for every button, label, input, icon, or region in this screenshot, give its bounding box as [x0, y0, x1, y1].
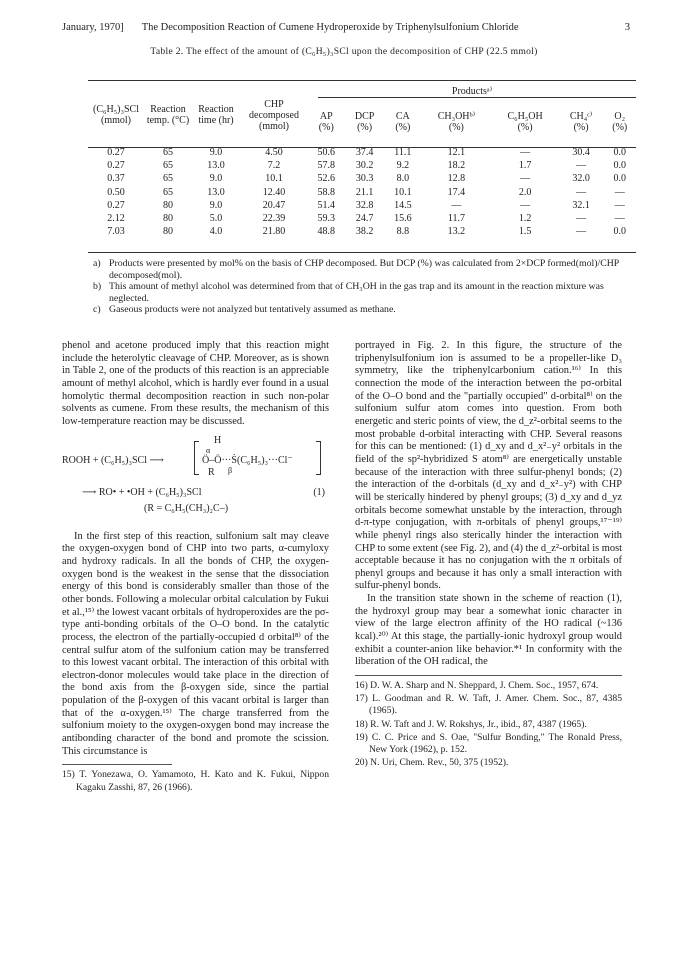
table-row	[88, 146, 636, 159]
table-cell: 1.7	[518, 160, 532, 172]
product-col-unit: (%)	[395, 122, 411, 133]
scheme-products: ⟶ RO• + •OH + (C₆H₅)₃SCl	[82, 486, 202, 498]
table-cell: 37.4	[355, 147, 374, 158]
table-cell: —	[576, 186, 587, 198]
product-col-unit: (%)	[357, 122, 373, 133]
scheme-r: R	[208, 466, 215, 478]
table-row	[88, 212, 636, 225]
product-col-name: C₆H₅OH	[507, 111, 543, 122]
table-cell: 0.0	[613, 173, 627, 185]
table-cell: 18.2	[447, 160, 466, 172]
table-row	[88, 225, 636, 238]
table-cell: 2.12	[107, 213, 125, 225]
left-column	[62, 340, 329, 795]
table-row	[88, 199, 636, 212]
col-header-sulfonium: (C₆H₅)₃SCl (mmol)	[92, 104, 140, 126]
table-cell: —	[520, 147, 531, 158]
table-cell: 13.0	[207, 186, 225, 198]
table-cell: 0.27	[107, 147, 125, 158]
product-col-unit: (%)	[318, 122, 334, 133]
table-cell: 48.8	[317, 226, 336, 238]
table-cell: 17.4	[447, 186, 466, 198]
table-cell: —	[614, 199, 625, 211]
left-paragraph-1: phenol and acetone produced imply that this reaction might include the heterolytic cleavage of CHP. Moreover, as is shown in Table 2, one of the products of this reaction is an appreciable amount of methyl alcohol, which is hardly ever found in a usual homolytic thermal decomposition reaction in such non-polar solvents as cumene. From these results, the mechanism of this low-temperature reaction may be discussed.	[62, 340, 329, 427]
table-cell: 80	[163, 213, 173, 225]
table-cell: 0.37	[107, 173, 125, 185]
product-col-header	[492, 98, 559, 146]
table-cell: 1.2	[518, 213, 532, 225]
product-col-header	[604, 98, 636, 146]
table-cell: 13.2	[447, 226, 466, 238]
product-col-name: CA	[395, 111, 410, 122]
table-cell: 5.0	[209, 213, 223, 225]
running-header	[62, 22, 630, 33]
product-col-header	[385, 98, 422, 146]
table-cell: —	[576, 226, 587, 238]
table-cell: —	[614, 186, 625, 198]
table-cell: 7.2	[267, 160, 281, 172]
col-header-chp: CHP decomposed (mmol)	[249, 98, 299, 132]
col-header-temp: Reaction temp. (°C)	[146, 104, 190, 126]
table-row	[88, 186, 636, 199]
table-cell: 65	[163, 186, 173, 198]
table-cell: 11.1	[394, 147, 412, 158]
product-col-unit: (%)	[517, 122, 533, 133]
product-col-header	[421, 98, 491, 146]
table-cell: 0.27	[107, 160, 125, 172]
table-cell: 57.8	[317, 160, 336, 172]
table-cell: 50.6	[317, 147, 336, 158]
table-row	[88, 172, 636, 185]
scheme-reactants: ROOH + (C₆H₅)₃SCl ⟶	[62, 454, 164, 466]
scheme-transition: Ö–Ö···Ṡ(C₆H₅)₃···Cl⁻	[202, 454, 293, 466]
right-references	[355, 680, 622, 769]
product-col-name: DCP	[354, 111, 375, 122]
table-cell: —	[576, 160, 587, 172]
table-cell: 15.6	[394, 213, 412, 225]
product-col-name: CH₃OHᵇ⁾	[437, 111, 476, 122]
table-cell: 9.0	[209, 147, 223, 158]
table-top-rule	[88, 80, 636, 81]
table-cell: 13.0	[207, 160, 225, 172]
table-cell: 4.0	[209, 226, 223, 238]
col-header-time: Reaction time (hr)	[198, 104, 234, 126]
product-col-name: O₂	[614, 111, 626, 122]
scheme-bracket-right	[316, 441, 321, 475]
products-header: Productsᵃ⁾	[451, 85, 493, 97]
table-cell: 51.4	[317, 199, 336, 211]
table-cell: 0.0	[613, 226, 627, 238]
table-cell: 30.3	[355, 173, 374, 185]
table-cell: 0.27	[107, 199, 125, 211]
table-cell: 22.39	[262, 213, 286, 225]
table-cell: 0.0	[613, 160, 627, 172]
table-cell: 52.6	[317, 173, 336, 185]
table-cell: 9.0	[209, 199, 223, 211]
scheme-beta: β	[228, 465, 233, 475]
table-cell: —	[614, 213, 625, 225]
table-cell: —	[520, 173, 531, 185]
table-cell: 4.50	[265, 147, 283, 158]
table-cell: 38.2	[355, 226, 374, 238]
product-col-unit: (%)	[448, 122, 464, 133]
table-cell: 80	[163, 226, 173, 238]
table-cell: 12.8	[447, 173, 466, 185]
table-cell: 7.03	[107, 226, 125, 238]
scheme-h: H	[214, 434, 222, 446]
table-cell: 32.8	[355, 199, 374, 211]
reaction-scheme	[62, 435, 329, 525]
footnote-c: c) Gaseous products were not analyzed but tentatively assumed as methane.	[93, 304, 396, 316]
table-cell: —	[576, 213, 587, 225]
table-cell: 58.8	[317, 186, 336, 198]
table-cell: 10.1	[265, 173, 283, 185]
table-cell: 24.7	[355, 213, 374, 225]
table-cell: 14.5	[394, 199, 412, 211]
table-cell: 30.2	[355, 160, 374, 172]
table-cell: 1.5	[518, 226, 532, 238]
table-cell: 11.7	[447, 213, 465, 225]
reference-19: 19) C. C. Price and S. Oae, "Sulfur Bonding," The Ronald Press, New York (1962), p. 152.	[355, 731, 622, 756]
right-paragraph-1: portrayed in Fig. 2. In this figure, the structure of the triphenylsulfonium ion is assumed to be a propeller-like D₃ symmetry, like the triphenylcarbonium cation.¹⁶⁾ In this connection the mode of the interaction between the pσ-orbital of the O–O bond and the "partially occupied" d-orbital⁸⁾ on the sulfonium sulfur atom comes into question. From both energetic and steric points of view, the d_z²-orbital seems to the most probable d-orbital interacting with CHP. Several reasons for this can be mentioned: (1) d_xy and d_x²₋y² orbitals in the field of the sp²-hybridized S atom⁸⁾ are energetically unstable because of the interaction with three sulfur-phenyl bonds; (2) the interaction of the d-orbitals (d_xy and d_x²₋y²) with CHP will be sterically hindered by phenyl groups; (3) d_xy and d_yz orbitals become somewhat unstable by the interaction, through d-π-type conjugation, with π-orbitals of phenyl groups,¹⁷⁻¹⁹⁾ while phenyl rings also sterically hinder the interaction with CHP to some extent (see Fig. 2), and (4) the d_z²-orbital is most acceptable because it has no conjugation with the π orbitals of phenyl groups and because it has only a small interaction with sulfur-phenyl bonds.	[355, 340, 622, 592]
table-cell: 65	[163, 147, 173, 158]
scheme-definition: (R = C₆H₅(CH₃)₂C–)	[144, 502, 229, 514]
product-col-header	[345, 98, 385, 146]
scheme-alpha: α	[206, 445, 211, 455]
right-column	[355, 340, 622, 770]
reference-20: 20) N. Uri, Chem. Rev., 50, 375 (1952).	[355, 757, 509, 769]
table-cell: —	[451, 199, 462, 211]
table-cell: 20.47	[262, 199, 286, 211]
reference-16: 16) D. W. A. Sharp and N. Sheppard, J. Chem. Soc., 1957, 674.	[355, 680, 599, 692]
scheme-equation-number: (1)	[313, 486, 325, 498]
table-cell: 0.0	[613, 147, 627, 158]
right-paragraph-2: In the transition state shown in the scheme of reaction (1), the hydroxyl group may bear a somewhat ionic character in view of the large electron affinity of the HO radical (~136 kcal).²⁰⁾ At this stage, the partially-ionic hydroxyl group would exhibit a counter-anion like behavior.*¹ In conformity with the liberation of the OH radical, the	[355, 593, 622, 668]
table-cell: 32.1	[572, 199, 590, 211]
reference-18: 18) R. W. Taft and J. W. Rokshys, Jr., ibid., 87, 4387 (1965).	[355, 718, 587, 730]
footnote-divider	[62, 764, 172, 765]
left-references	[62, 769, 329, 793]
reference-15: 15) T. Yonezawa, O. Yamamoto, H. Kato and K. Fukui, Nippon Kagaku Zasshi, 87, 26 (1966).	[62, 769, 329, 793]
table-footnotes	[93, 258, 633, 316]
header-title: The Decomposition Reaction of Cumene Hydroperoxide by Triphenylsulfonium Chloride	[141, 22, 519, 33]
reference-17: 17) L. Goodman and R. W. Taft, J. Amer. Chem. Soc., 87, 4385 (1965).	[355, 693, 622, 717]
table-cell: 10.1	[394, 186, 412, 198]
table-cell: 12.1	[447, 147, 466, 158]
table-cell: 59.3	[317, 213, 336, 225]
table-cell: 8.8	[396, 226, 410, 238]
page-number: 3	[624, 22, 630, 33]
product-col-header	[559, 98, 604, 146]
table-cell: 65	[163, 173, 173, 185]
table-cell: 21.80	[262, 226, 286, 238]
table-cell: 0.50	[107, 186, 125, 198]
product-col-unit: (%)	[612, 122, 628, 133]
table-cell: 12.40	[262, 186, 286, 198]
table-cell: 30.4	[572, 147, 590, 158]
header-date: January, 1970]	[62, 22, 124, 33]
footnote-b: b) This amount of methyl alcohol was determined from that of CH₃OH in the gas trap and its amount in the reaction mixture was neglected.	[93, 281, 604, 304]
product-col-name: AP	[319, 111, 333, 122]
references-divider	[355, 675, 622, 676]
table-cell: 65	[163, 160, 173, 172]
table-cell: 9.0	[209, 173, 223, 185]
table-cell: 80	[163, 199, 173, 211]
product-col-name: CH₄ᶜ⁾	[569, 111, 593, 122]
product-col-unit: (%)	[573, 122, 589, 133]
product-col-header	[308, 98, 345, 146]
footnote-a: a) Products were presented by mol% on the basis of CHP decomposed. But DCP (%) was calculated from 2×DCP formed(mol)/CHP decomposed(mol).	[93, 258, 619, 281]
table-cell: —	[520, 199, 531, 211]
table-bottom-rule	[88, 252, 636, 253]
table-caption: Table 2. The effect of the amount of (C₆H₅)₃SCl upon the decomposition of CHP (22.5 mmol)	[150, 46, 538, 57]
table-cell: 9.2	[396, 160, 410, 172]
table-cell: 21.1	[355, 186, 374, 198]
table-cell: 32.0	[572, 173, 590, 185]
left-paragraph-2: In the first step of this reaction, sulfonium salt may cleave the oxygen-oxygen bond of CHP into two parts, α-cumyloxy and hydroxy radicals. In all the bonds of CHP, the oxygen-oxygen bond is the weakest in the sense that the dissociation energy of this bond is considerably smaller than those of the other bonds. Following a molecular orbital calculation by Fukui et al.,¹⁵⁾ the lowest vacant orbitals of hydroperoxides are the pσ-type anti-bonding orbitals of the O–O bond. In the catalytic process, the electron of the partially-occupied d orbital⁸⁾ of the central sulfur atom of the sulfonium cation may be transferred to this lowest vacant orbital. The interaction of this orbital with electron-donor molecules would take place in the direction of the bond axis from the β-oxygen side, since the partial population of the β-oxygen of this vacant orbital is larger than that of the α-oxygen.¹⁵⁾ The charge transferred from the sulfonium moiety to the oxygen-oxygen bond may increase the antibonding character of the bond and promote the scission. This circumstance is	[62, 530, 329, 757]
table-cell: 8.0	[396, 173, 410, 185]
table-row	[88, 159, 636, 172]
scheme-bracket-left	[194, 441, 199, 475]
table-cell: 2.0	[518, 186, 532, 198]
data-table	[88, 84, 636, 238]
